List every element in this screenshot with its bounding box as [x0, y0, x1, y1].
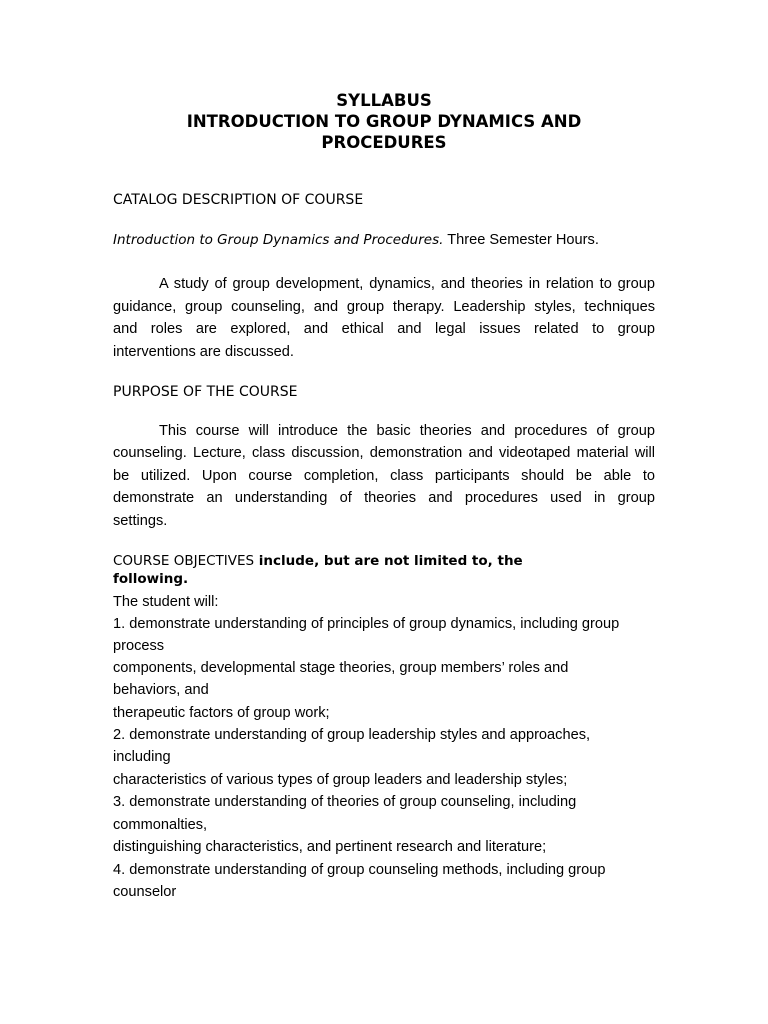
- objectives-line: distinguishing characteristics, and pertinent research and literature;: [113, 839, 547, 855]
- catalog-hours: Three Semester Hours.: [443, 232, 599, 248]
- title-procedures: PROCEDURES: [321, 133, 447, 152]
- objectives-line: The student will:: [113, 594, 219, 610]
- catalog-line-3: and roles are explored, and ethical and legal issues related to group: [113, 321, 655, 337]
- objectives-heading: [113, 553, 673, 570]
- objectives-line: 1. demonstrate understanding of principles of group dynamics, including group: [113, 616, 620, 632]
- objectives-line: including: [113, 749, 171, 765]
- catalog-line-1: A study of group development, dynamics, and theories in relation to group: [159, 276, 655, 292]
- objectives-line: commonalties,: [113, 817, 208, 833]
- objectives-line: therapeutic factors of group work;: [113, 705, 330, 721]
- catalog-line-2: guidance, group counseling, and group therapy. Leadership styles, techniques: [113, 299, 655, 315]
- objectives-line: process: [113, 638, 165, 654]
- objectives-heading-rest: include, but are not limited to, the: [254, 553, 523, 569]
- objectives-line: 2. demonstrate understanding of group leadership styles and approaches,: [113, 727, 591, 743]
- objectives-line: characteristics of various types of group leaders and leadership styles;: [113, 772, 568, 788]
- objectives-line: behaviors, and: [113, 682, 209, 698]
- catalog-course-name: Introduction to Group Dynamics and Procedures.: [113, 232, 444, 248]
- title-course-name: INTRODUCTION TO GROUP DYNAMICS AND: [186, 112, 582, 131]
- objectives-heading-label: COURSE OBJECTIVES: [113, 553, 255, 569]
- title-syllabus: SYLLABUS: [336, 91, 432, 110]
- objectives-line: components, developmental stage theories, group members’ roles and: [113, 660, 569, 676]
- purpose-line-1: This course will introduce the basic theories and procedures of group: [159, 423, 655, 439]
- purpose-line-4: demonstrate an understanding of theories and procedures used in group: [113, 490, 655, 506]
- objectives-line: counselor: [113, 884, 177, 900]
- catalog-heading: CATALOG DESCRIPTION OF COURSE: [113, 192, 364, 208]
- purpose-line-2: counseling. Lecture, class discussion, demonstration and videotaped material will: [113, 445, 655, 461]
- catalog-course-line: [113, 230, 655, 250]
- purpose-heading: PURPOSE OF THE COURSE: [113, 384, 298, 400]
- purpose-line-5: settings.: [113, 513, 168, 529]
- catalog-line-4: interventions are discussed.: [113, 344, 294, 360]
- objectives-heading-line2: following.: [113, 571, 189, 587]
- purpose-line-3: be utilized. Upon course completion, class participants should be able to: [113, 468, 655, 484]
- objectives-line: 4. demonstrate understanding of group counseling methods, including group: [113, 862, 606, 878]
- objectives-line: 3. demonstrate understanding of theories of group counseling, including: [113, 794, 577, 810]
